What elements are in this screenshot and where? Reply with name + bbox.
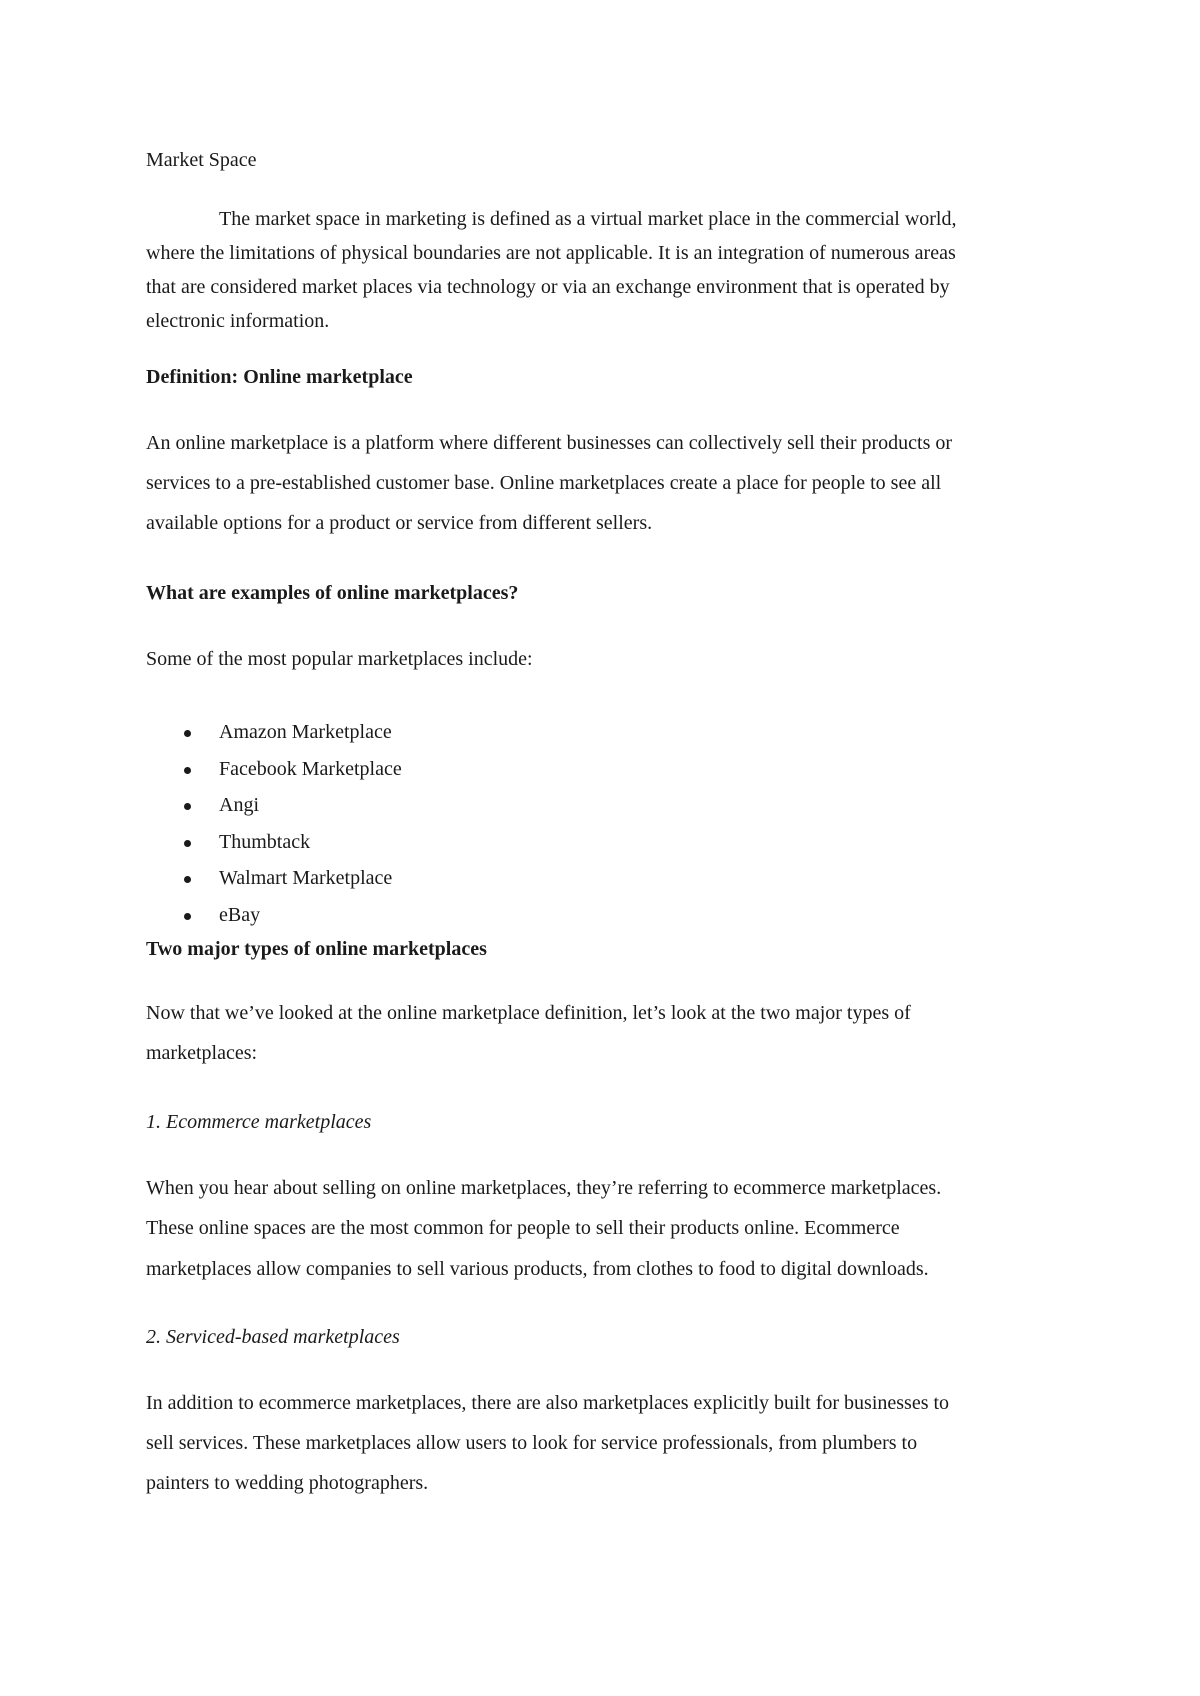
- definition-heading: Definition: Online marketplace: [146, 366, 413, 388]
- type1-line-1: When you hear about selling on online marketplaces, they’re referring to ecommerce marketplaces.: [146, 1177, 942, 1199]
- type1-line-3: marketplaces allow companies to sell various products, from clothes to food to digital downloads.: [146, 1258, 929, 1280]
- list-item: Thumbtack: [219, 831, 311, 853]
- list-item: Amazon Marketplace: [219, 721, 392, 743]
- examples-intro: Some of the most popular marketplaces include:: [146, 648, 533, 670]
- definition-line-1: An online marketplace is a platform where different businesses can collectively sell their products or: [146, 432, 953, 454]
- type2-line-3: painters to wedding photographers.: [146, 1472, 429, 1494]
- type2-heading: 2. Serviced-based marketplaces: [146, 1326, 400, 1348]
- type2-line-2: sell services. These marketplaces allow users to look for service professionals, from plumbers to: [146, 1432, 918, 1454]
- bullet-icon: [184, 876, 191, 883]
- intro-line-1: The market space in marketing is defined as a virtual market place in the commercial world,: [219, 208, 957, 230]
- definition-line-2: services to a pre-established customer base. Online marketplaces create a place for people to see all: [146, 472, 942, 494]
- type1-line-2: These online spaces are the most common for people to sell their products online. Ecommerce: [146, 1217, 900, 1239]
- document-title: Market Space: [146, 149, 257, 171]
- bullet-icon: [184, 767, 191, 774]
- bullet-icon: [184, 730, 191, 737]
- list-item: Walmart Marketplace: [219, 867, 393, 889]
- list-item: Angi: [219, 794, 259, 816]
- bullet-icon: [184, 913, 191, 920]
- intro-line-3: that are considered market places via technology or via an exchange environment that is operated by: [146, 276, 950, 298]
- examples-heading: What are examples of online marketplaces?: [146, 582, 519, 604]
- types-intro-line-2: marketplaces:: [146, 1042, 258, 1064]
- definition-line-3: available options for a product or service from different sellers.: [146, 512, 653, 534]
- type1-heading: 1. Ecommerce marketplaces: [146, 1111, 372, 1133]
- intro-line-4: electronic information.: [146, 310, 330, 332]
- types-intro-line-1: Now that we’ve looked at the online marketplace definition, let’s look at the two major types of: [146, 1002, 911, 1024]
- intro-line-2: where the limitations of physical boundaries are not applicable. It is an integration of numerous areas: [146, 242, 956, 264]
- type2-line-1: In addition to ecommerce marketplaces, there are also marketplaces explicitly built for businesses to: [146, 1392, 950, 1414]
- bullet-icon: [184, 840, 191, 847]
- list-item: Facebook Marketplace: [219, 758, 402, 780]
- bullet-icon: [184, 803, 191, 810]
- list-item: eBay: [219, 904, 261, 926]
- types-heading: Two major types of online marketplaces: [146, 938, 487, 960]
